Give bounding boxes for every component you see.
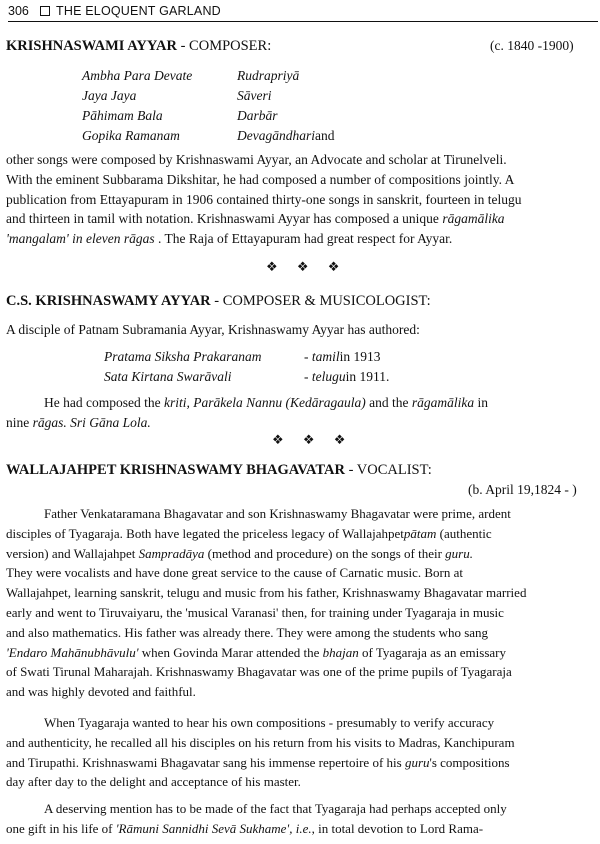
text-run: version) and Wallajahpet	[6, 545, 139, 561]
text-line: They were vocalists and have done great service to the cause of Carnatic music. Born at	[6, 565, 463, 581]
text-line	[6, 544, 594, 564]
work-year: in 1913	[339, 349, 381, 364]
italic-term: 'mangalam' in eleven	[6, 231, 124, 247]
section-ornament: ❖ ❖ ❖	[266, 259, 348, 274]
song-row	[82, 126, 335, 146]
song-row	[82, 86, 335, 106]
heading-name: KRISHNASWAMI AYYAR	[6, 38, 177, 54]
text-run: nine	[6, 414, 33, 430]
heading-role: - COMPOSER & MUSICOLOGIST:	[210, 293, 431, 309]
italic-term: kriti, Parākela Nannu (Kedāragaula)	[163, 395, 366, 410]
song-raga: Darbār	[237, 108, 278, 123]
body-paragraph	[6, 504, 594, 702]
song-tail: and	[315, 128, 335, 143]
text-line: When Tyagaraja wanted to hear his own compositions - presumably to verify accuracy	[44, 715, 495, 730]
text-line: With the eminent Subbarama Dikshitar, he had composed a number of compositions jointly. A	[6, 171, 515, 187]
italic-term: guru.	[445, 545, 473, 561]
heading-name: C.S. KRISHNASWAMY AYYAR	[6, 293, 211, 309]
running-title: THE ELOQUENT GARLAND	[56, 4, 221, 18]
song-raga: Sāveri	[237, 88, 272, 103]
text-line	[6, 209, 594, 229]
section-ornament: ❖ ❖ ❖	[272, 432, 354, 447]
song-raga: Devagāndhari	[237, 128, 315, 143]
text-run: He had composed the	[44, 395, 164, 410]
italic-term: guru	[404, 754, 430, 770]
text-line: day after day to the delight and acceptance of his master.	[6, 774, 301, 790]
text-run: when Govinda Marar attended the	[138, 644, 323, 660]
work-language: - telugu	[304, 369, 346, 384]
italic-term: 'Rāmuni Sannidhi Sevā Sukhame', i.e.	[115, 820, 312, 836]
work-language: - tamil	[304, 349, 340, 364]
italic-term: Sampradāya	[138, 545, 205, 561]
body-paragraph	[6, 713, 594, 792]
text-line: A deserving mention has to be made of the fact that Tyagaraja had perhaps accepted only	[44, 801, 507, 816]
body-paragraph	[6, 393, 594, 433]
text-run: disciples of Tyagaraja. Both have legated the priceless legacy of Wallajahpet	[6, 525, 404, 541]
text-line: of Swati Tirunal Maharajah. Krishnaswamy Bhagavatar was one of the prime pupils of Tyagaraja	[6, 664, 512, 680]
work-row	[104, 347, 389, 367]
text-line	[6, 393, 594, 413]
text-run: one gift in his life of	[6, 820, 116, 836]
song-name: Gopika Ramanam	[82, 128, 180, 143]
song-name: Jaya Jaya	[82, 88, 137, 103]
body-paragraph	[6, 150, 594, 249]
text-run: and Tirupathi. Krishnaswami Bhagavatar sang his immense repertoire of his	[6, 754, 405, 770]
italic-term: rāgamālika	[442, 211, 505, 227]
header-rule	[8, 21, 598, 22]
italic-term: rāgamālika	[411, 395, 475, 410]
text-line	[6, 753, 594, 773]
text-run: and the	[365, 395, 412, 410]
italic-term: rāgas	[123, 231, 155, 247]
work-year: in 1911.	[345, 369, 390, 384]
page-number: 306	[8, 4, 29, 18]
song-row	[82, 106, 335, 126]
text-run: (authentic	[436, 525, 492, 541]
text-line: and was highly devoted and faithful.	[6, 684, 196, 700]
work-title: Sata Kirtana Swarāvali	[104, 369, 232, 384]
heading-role: - COMPOSER:	[176, 38, 272, 54]
text-run: . The Raja of Ettayapuram had great respect for Ayyar.	[154, 231, 453, 247]
section-heading-krishnaswami-ayyar	[6, 38, 271, 55]
text-line	[6, 524, 594, 544]
square-bullet-icon	[40, 6, 50, 16]
text-line: and also mathematics. His father was already there. They were among the students who sang	[6, 624, 489, 640]
body-paragraph	[6, 799, 594, 839]
section-heading-wallajahpet-bhagavatar	[6, 462, 432, 479]
works-list	[104, 347, 389, 387]
text-line: publication from Ettayapuram in 1906 contained thirty-one songs in sanskrit, fourteen in telugu	[6, 191, 522, 207]
text-line: Father Venkataramana Bhagavatar and son Krishnaswamy Bhagavatar were prime, ardent	[44, 506, 511, 521]
text-line: Wallajahpet, learning sanskrit, telugu and music from his father, Krishnaswamy Bhagavatar married	[6, 585, 527, 601]
work-title: Pratama Siksha Prakaranam	[104, 349, 262, 364]
text-line: A disciple of Patnam Subramania Ayyar, Krishnaswamy Ayyar has authored:	[6, 322, 420, 337]
heading-name: WALLAJAHPET KRISHNASWAMY BHAGAVATAR	[6, 462, 345, 478]
text-line: early and went to Tiruvaiyaru, the 'musical Varanasi' then, for training under Tyagaraja in music	[6, 604, 504, 620]
text-line: other songs were composed by Krishnaswami Ayyar, an Advocate and scholar at Tirunelveli.	[6, 152, 507, 167]
birth-date: (b. April 19,1824 - )	[468, 482, 577, 497]
text-run: , in total devotion to Lord Rama-	[311, 820, 484, 836]
italic-term: bhajan	[322, 644, 359, 660]
text-line	[6, 643, 594, 663]
body-paragraph	[6, 320, 594, 340]
text-run: in	[474, 395, 488, 410]
lifespan-dates: (c. 1840 -1900)	[490, 38, 574, 53]
song-raga: Rudrapriyā	[237, 68, 300, 83]
text-run: (method and procedure) on the songs of their	[204, 545, 446, 561]
text-run: and thirteen in tamil with notation. Krishnaswami Ayyar has composed a unique	[6, 211, 443, 227]
song-name: Ambha Para Devate	[82, 68, 193, 83]
text-run: 's compositions	[429, 754, 510, 770]
song-row	[82, 66, 335, 86]
text-line	[6, 229, 594, 249]
running-header	[8, 0, 598, 22]
italic-term: 'Endaro Mahānubhāvulu'	[6, 644, 139, 660]
song-list	[82, 66, 335, 146]
text-run: of Tyagaraja as an emissary	[358, 644, 506, 660]
italic-term: pātam	[403, 525, 437, 541]
song-name: Pāhimam Bala	[82, 108, 163, 123]
section-heading-cs-krishnaswamy-ayyar	[6, 293, 431, 310]
text-line: and authenticity, he recalled all his disciples on his return from his visits to Madras, Kanchipuram	[6, 734, 515, 750]
heading-role: - VOCALIST:	[344, 462, 432, 478]
work-row	[104, 367, 389, 387]
text-line	[6, 413, 594, 433]
text-line	[6, 819, 594, 839]
italic-term: rāgas. Sri Gāna Lola.	[32, 414, 151, 430]
